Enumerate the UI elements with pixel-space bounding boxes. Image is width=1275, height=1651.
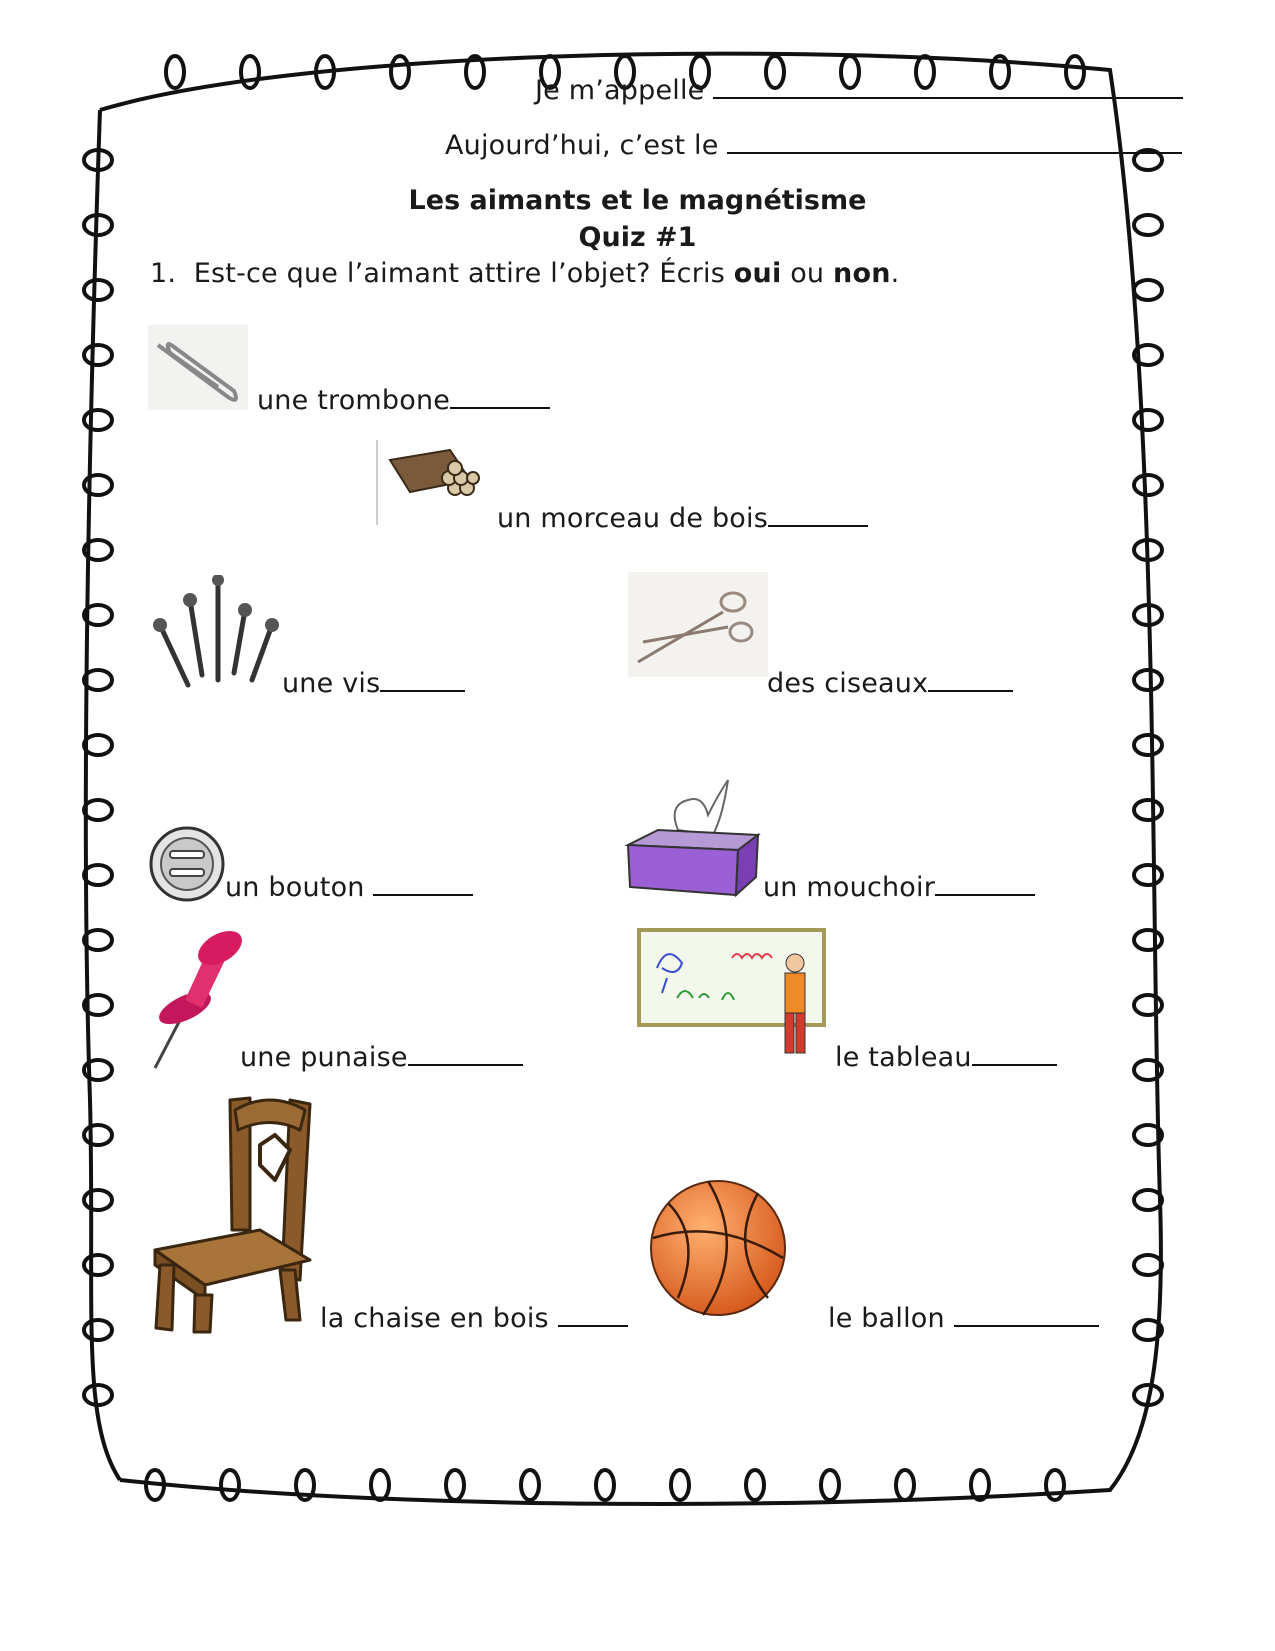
border-loop bbox=[671, 1470, 689, 1500]
screws-icon bbox=[150, 575, 280, 695]
name-line[interactable] bbox=[535, 75, 1183, 106]
border-loop bbox=[896, 1470, 914, 1500]
date-label: Aujourd’hui, c’est le bbox=[445, 130, 719, 161]
question-or: ou bbox=[781, 258, 834, 289]
border-loop bbox=[821, 1470, 839, 1500]
border-loop bbox=[84, 800, 112, 820]
item-punaise[interactable] bbox=[240, 1042, 523, 1073]
border-loop bbox=[521, 1470, 539, 1500]
border-loop bbox=[221, 1470, 239, 1500]
answer-blank bbox=[373, 893, 473, 896]
border-loop bbox=[84, 280, 112, 300]
scissors-icon bbox=[628, 572, 768, 677]
item-bouton[interactable] bbox=[225, 872, 473, 903]
answer-blank bbox=[928, 689, 1013, 692]
border-loop bbox=[596, 1470, 614, 1500]
question-1: 1. Est-ce que l’aimant attire l’objet? Écris oui ou non. bbox=[150, 258, 900, 289]
item-tableau-label: le tableau bbox=[835, 1042, 972, 1073]
item-tableau[interactable] bbox=[835, 1042, 1057, 1073]
item-chaise[interactable] bbox=[320, 1303, 628, 1334]
item-trombone[interactable] bbox=[257, 385, 550, 416]
answer-blank bbox=[954, 1324, 1099, 1327]
question-number: 1. bbox=[150, 258, 177, 289]
item-trombone-label: une trombone bbox=[257, 385, 451, 416]
border-loop bbox=[1134, 410, 1162, 430]
tissue-box-icon bbox=[618, 775, 763, 900]
border-loop bbox=[746, 1470, 764, 1500]
quiz-title: Les aimants et le magnétisme bbox=[408, 185, 867, 216]
item-chaise-label: la chaise en bois bbox=[320, 1303, 558, 1334]
answer-blank bbox=[558, 1324, 628, 1327]
border-loop bbox=[84, 735, 112, 755]
border-loop bbox=[1134, 735, 1162, 755]
border-loop bbox=[1134, 865, 1162, 885]
date-line[interactable] bbox=[445, 130, 1182, 161]
whiteboard-icon bbox=[637, 928, 827, 1068]
answer-blank bbox=[972, 1063, 1057, 1066]
item-bois[interactable] bbox=[497, 503, 868, 534]
border-loop bbox=[371, 1470, 389, 1500]
border-loop bbox=[84, 865, 112, 885]
border-loop bbox=[84, 1385, 112, 1405]
logs-icon bbox=[375, 440, 485, 525]
border-loop bbox=[84, 1190, 112, 1210]
item-vis-label: une vis bbox=[282, 668, 381, 699]
item-mouchoir[interactable] bbox=[763, 872, 1035, 903]
item-ballon-label: le ballon bbox=[828, 1303, 954, 1334]
name-label: Je m’appelle bbox=[535, 75, 705, 106]
item-bouton-label: un bouton bbox=[225, 872, 374, 903]
item-ballon[interactable] bbox=[828, 1303, 1099, 1334]
border-loop bbox=[1134, 280, 1162, 300]
answer-blank bbox=[935, 893, 1035, 896]
border-loop bbox=[241, 56, 259, 88]
answer-blank bbox=[450, 406, 550, 409]
paperclip-icon bbox=[148, 325, 248, 410]
item-bois-label: un morceau de bois bbox=[497, 503, 768, 534]
border-loop bbox=[84, 1125, 112, 1145]
border-loop bbox=[84, 1255, 112, 1275]
basketball-icon bbox=[648, 1178, 788, 1318]
item-ciseaux-label: des ciseaux bbox=[767, 668, 929, 699]
border-loop bbox=[1134, 800, 1162, 820]
border-loop bbox=[84, 1320, 112, 1340]
quiz-number: Quiz #1 bbox=[578, 222, 697, 253]
border-loop bbox=[391, 56, 409, 88]
answer-blank bbox=[768, 524, 868, 527]
border-loop bbox=[446, 1470, 464, 1500]
question-text: Est-ce que l’aimant attire l’objet? Écris bbox=[193, 258, 734, 289]
border-loop bbox=[84, 410, 112, 430]
border-loop bbox=[1134, 930, 1162, 950]
answer-blank bbox=[408, 1063, 523, 1066]
item-ciseaux[interactable] bbox=[767, 668, 1013, 699]
item-vis[interactable] bbox=[282, 668, 465, 699]
item-punaise-label: une punaise bbox=[240, 1042, 408, 1073]
button-icon bbox=[148, 825, 228, 903]
border-loop bbox=[1134, 1255, 1162, 1275]
pushpin-icon bbox=[150, 920, 245, 1070]
border-loop bbox=[84, 345, 112, 365]
border-loop bbox=[166, 56, 184, 88]
chair-icon bbox=[150, 1090, 325, 1335]
border-loop bbox=[1134, 475, 1162, 495]
answer-oui: oui bbox=[733, 258, 782, 289]
item-mouchoir-label: un mouchoir bbox=[763, 872, 936, 903]
answer-non: non bbox=[833, 258, 891, 289]
answer-blank bbox=[380, 689, 465, 692]
border-loop bbox=[1134, 670, 1162, 690]
